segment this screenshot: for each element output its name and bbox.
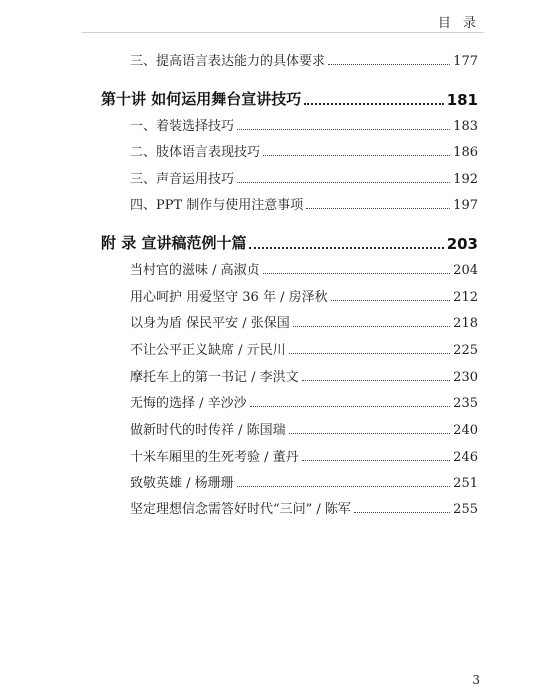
toc-entry[interactable] <box>130 366 478 385</box>
entry-page: 218 <box>453 316 478 331</box>
dot-leader <box>263 273 451 274</box>
toc-chapter-entry[interactable] <box>101 232 478 253</box>
entry-title: 无悔的选择 / 辛沙沙 <box>130 396 247 411</box>
entry-title: 一、着装选择技巧 <box>130 119 235 134</box>
toc-entry[interactable] <box>130 50 478 69</box>
entry-title: 摩托车上的第一书记 / 李洪文 <box>130 370 299 385</box>
entry-title: 以身为盾 保民平安 / 张保国 <box>130 316 290 331</box>
entry-title: 用心呵护 用爱坚守 36 年 / 房泽秋 <box>130 290 328 305</box>
toc-chapter-entry[interactable] <box>101 88 478 109</box>
toc-entry[interactable] <box>130 168 478 187</box>
dot-leader <box>293 326 450 327</box>
dot-leader <box>304 103 443 105</box>
section-heading: 目 录 <box>437 16 480 31</box>
entry-title: 三、提高语言表达能力的具体要求 <box>130 54 326 69</box>
entry-title: 四、PPT 制作与使用注意事项 <box>130 198 304 213</box>
dot-leader <box>331 300 451 301</box>
entry-title: 做新时代的时传祥 / 陈国瑞 <box>130 423 286 438</box>
dot-leader <box>237 129 450 130</box>
entry-page: 204 <box>453 263 478 278</box>
toc-entry[interactable] <box>130 194 478 213</box>
entry-page: 251 <box>453 476 478 491</box>
entry-page: 235 <box>453 396 478 411</box>
dot-leader <box>302 380 451 381</box>
dot-leader <box>306 208 450 209</box>
toc-entry[interactable] <box>130 472 478 491</box>
dot-leader <box>289 433 451 434</box>
toc-entry[interactable] <box>130 419 478 438</box>
header-rule <box>82 32 484 33</box>
entry-page: 240 <box>453 423 478 438</box>
entry-page: 192 <box>453 172 478 187</box>
entry-page: 230 <box>453 370 478 385</box>
entry-title: 不让公平正义缺席 / 亓民川 <box>130 343 286 358</box>
dot-leader <box>249 247 443 249</box>
dot-leader <box>263 155 450 156</box>
entry-title: 二、肢体语言表现技巧 <box>130 145 261 160</box>
entry-page: 197 <box>453 198 478 213</box>
chapter-page: 181 <box>446 91 478 109</box>
entry-page: 186 <box>453 145 478 160</box>
toc-entry[interactable] <box>130 498 478 517</box>
entry-title: 十米车厢里的生死考验 / 董丹 <box>130 450 299 465</box>
entry-page: 177 <box>453 54 478 69</box>
entry-title: 三、声音运用技巧 <box>130 172 235 187</box>
entry-page: 255 <box>453 502 478 517</box>
toc-entry[interactable] <box>130 115 478 134</box>
entry-page: 246 <box>453 450 478 465</box>
toc-entry[interactable] <box>130 259 478 278</box>
entry-page: 212 <box>453 290 478 305</box>
toc-entry[interactable] <box>130 312 478 331</box>
entry-title: 当村官的滋味 / 高淑贞 <box>130 263 260 278</box>
chapter-title: 第十讲 如何运用舞台宣讲技巧 <box>101 90 302 108</box>
toc-entry[interactable] <box>130 446 478 465</box>
toc-entry[interactable] <box>130 286 478 305</box>
entry-title: 致敬英雄 / 杨珊珊 <box>130 476 234 491</box>
dot-leader <box>354 512 450 513</box>
toc-entry[interactable] <box>130 339 478 358</box>
entry-page: 183 <box>453 119 478 134</box>
page-number: 3 <box>472 673 480 687</box>
dot-leader <box>289 353 451 354</box>
entry-title: 坚定理想信念需答好时代“三问” / 陈军 <box>130 502 351 517</box>
dot-leader <box>328 64 450 65</box>
dot-leader <box>237 486 451 487</box>
chapter-page: 203 <box>446 235 478 253</box>
dot-leader <box>302 460 451 461</box>
entry-page: 225 <box>453 343 478 358</box>
chapter-title: 附 录 宣讲稿范例十篇 <box>101 234 247 252</box>
dot-leader <box>237 182 450 183</box>
toc-entry[interactable] <box>130 141 478 160</box>
toc-entry[interactable] <box>130 392 478 411</box>
dot-leader <box>250 406 451 407</box>
